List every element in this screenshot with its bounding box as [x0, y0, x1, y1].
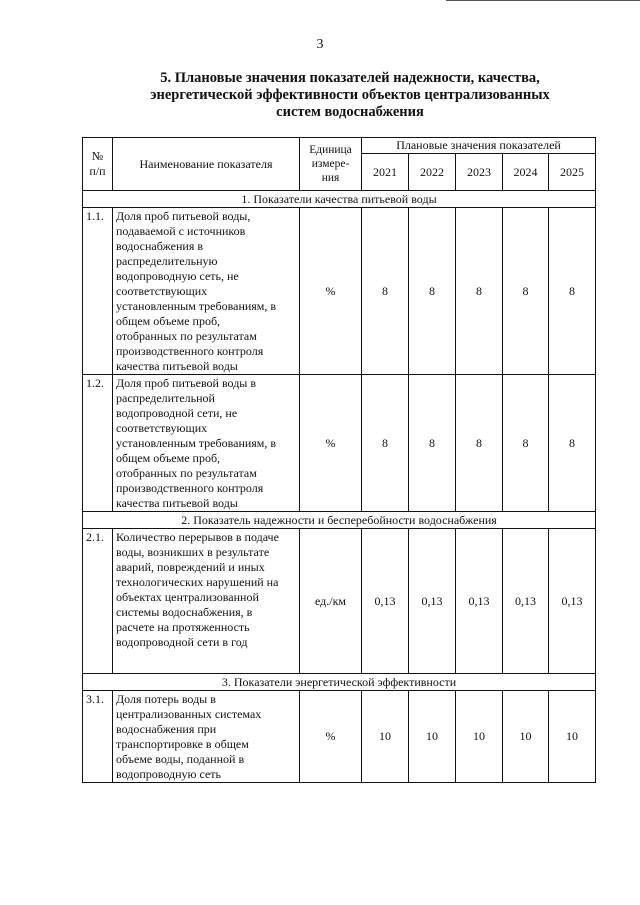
indicator-name-line: распределительную	[116, 254, 218, 268]
indicator-name-line: общем объеме проб,	[116, 314, 221, 328]
indicator-name-line: водоснабжения в	[116, 239, 204, 253]
indicator-name-line: объектах централизованной	[116, 590, 259, 604]
indicator-name-line: общем объеме проб,	[116, 451, 221, 465]
table-row	[83, 691, 596, 783]
value-cell: 8	[409, 375, 456, 512]
section-heading-row	[83, 674, 596, 691]
indicator-name-line: отобранных по результатам	[116, 466, 257, 480]
value-cell: 8	[549, 208, 596, 375]
value-cell: 10	[456, 691, 503, 783]
indicator-name-line: распределительной	[116, 391, 215, 405]
indicator-name-line: установленным требованиям, в	[116, 299, 277, 313]
row-number: 2.1.	[83, 529, 113, 674]
indicator-name-line: водоснабжения при	[116, 722, 217, 736]
header-unit-line: измере-	[311, 158, 350, 170]
indicator-name-line: водопроводную сеть	[116, 767, 222, 781]
indicator-name-line: соответствующих	[116, 421, 208, 435]
indicator-name-line: расчете на протяженность	[116, 620, 250, 634]
header-unit	[300, 138, 362, 191]
indicator-name-line: водопроводной сети в год	[116, 635, 248, 649]
section-title: 1. Показатели качества питьевой воды	[83, 191, 596, 208]
value-cell: 8	[362, 208, 409, 375]
header-planned-values: Плановые значения показателей	[362, 138, 596, 154]
top-edge-line	[446, 0, 640, 1]
header-year: 2021	[362, 154, 409, 191]
indicator-name-line: Количество перерывов в подаче	[116, 530, 279, 544]
section-title: 3. Показатели энергетической эффективности	[83, 674, 596, 691]
value-cell: 10	[362, 691, 409, 783]
value-cell: 10	[503, 691, 549, 783]
table-row	[83, 208, 596, 375]
value-cell: 8	[503, 375, 549, 512]
section-title: 2. Показатель надежности и бесперебойности водоснабжения	[83, 512, 596, 529]
value-cell: 0,13	[503, 529, 549, 674]
header-year: 2025	[549, 154, 596, 191]
value-cell: 0,13	[456, 529, 503, 674]
value-cell: 8	[456, 208, 503, 375]
title-line: 5. Плановые значения показателей надежности, качества,	[160, 70, 540, 86]
header-number-line: п/п	[89, 164, 106, 178]
title-line: энергетической эффективности объектов централизованных	[150, 87, 550, 103]
title-line: систем водоснабжения	[276, 104, 424, 120]
page-number: 3	[316, 37, 324, 52]
indicator-name-line: объеме воды, поданной в	[116, 752, 245, 766]
indicator-name-line: качества питьевой воды	[116, 359, 238, 373]
indicator-name-line: водопроводную сеть, не	[116, 269, 239, 283]
value-cell: 8	[503, 208, 549, 375]
section-heading-row	[83, 191, 596, 208]
indicator-name-line: соответствующих	[116, 284, 208, 298]
unit-cell: %	[300, 691, 362, 783]
document-title	[80, 70, 620, 121]
value-cell: 8	[409, 208, 456, 375]
indicator-name-line: централизованных системах	[116, 707, 262, 721]
indicator-name-line: системы водоснабжения, в	[116, 605, 253, 619]
indicator-name-line: установленным требованиям, в	[116, 436, 277, 450]
indicator-name-line: Доля проб питьевой воды,	[116, 209, 251, 223]
indicator-name-line: производственного контроля	[116, 344, 264, 358]
table-row	[83, 375, 596, 512]
header-year: 2024	[503, 154, 549, 191]
indicator-name-line: воды, возникших в результате	[116, 545, 270, 559]
indicator-name-line: подаваемой с источников	[116, 224, 246, 238]
row-number: 1.1.	[83, 208, 113, 375]
indicator-name-line: производственного контроля	[116, 481, 264, 495]
header-number	[83, 138, 113, 191]
header-year: 2022	[409, 154, 456, 191]
section-heading-row	[83, 512, 596, 529]
value-cell: 8	[362, 375, 409, 512]
indicator-name-line: водопроводной сети, не	[116, 406, 238, 420]
row-number: 3.1.	[83, 691, 113, 783]
indicator-name	[113, 529, 300, 674]
value-cell: 0,13	[362, 529, 409, 674]
indicator-name-line: аварий, повреждений и иных	[116, 560, 265, 574]
indicator-name-line: Доля проб питьевой воды в	[116, 376, 257, 390]
indicator-name-line: отобранных по результатам	[116, 329, 257, 343]
indicator-name-line: технологических нарушений на	[116, 575, 279, 589]
unit-cell: ед./км	[300, 529, 362, 674]
header-unit-line: Единица	[309, 144, 352, 156]
value-cell: 8	[549, 375, 596, 512]
table-row	[83, 529, 596, 674]
indicator-name-line: качества питьевой воды	[116, 496, 238, 510]
row-number: 1.2.	[83, 375, 113, 512]
value-cell: 0,13	[409, 529, 456, 674]
value-cell: 10	[549, 691, 596, 783]
header-number-line: №	[91, 149, 104, 163]
value-cell: 8	[456, 375, 503, 512]
indicators-table	[82, 137, 596, 783]
indicator-name	[113, 375, 300, 512]
indicator-name-line: Доля потерь воды в	[116, 692, 216, 706]
header-year: 2023	[456, 154, 503, 191]
value-cell: 0,13	[549, 529, 596, 674]
indicator-name	[113, 208, 300, 375]
indicator-name-line: транспортировке в общем	[116, 737, 249, 751]
unit-cell: %	[300, 208, 362, 375]
header-indicator-name: Наименование показателя	[113, 138, 300, 191]
header-unit-line: ния	[321, 172, 340, 184]
value-cell: 10	[409, 691, 456, 783]
unit-cell: %	[300, 375, 362, 512]
indicator-name	[113, 691, 300, 783]
